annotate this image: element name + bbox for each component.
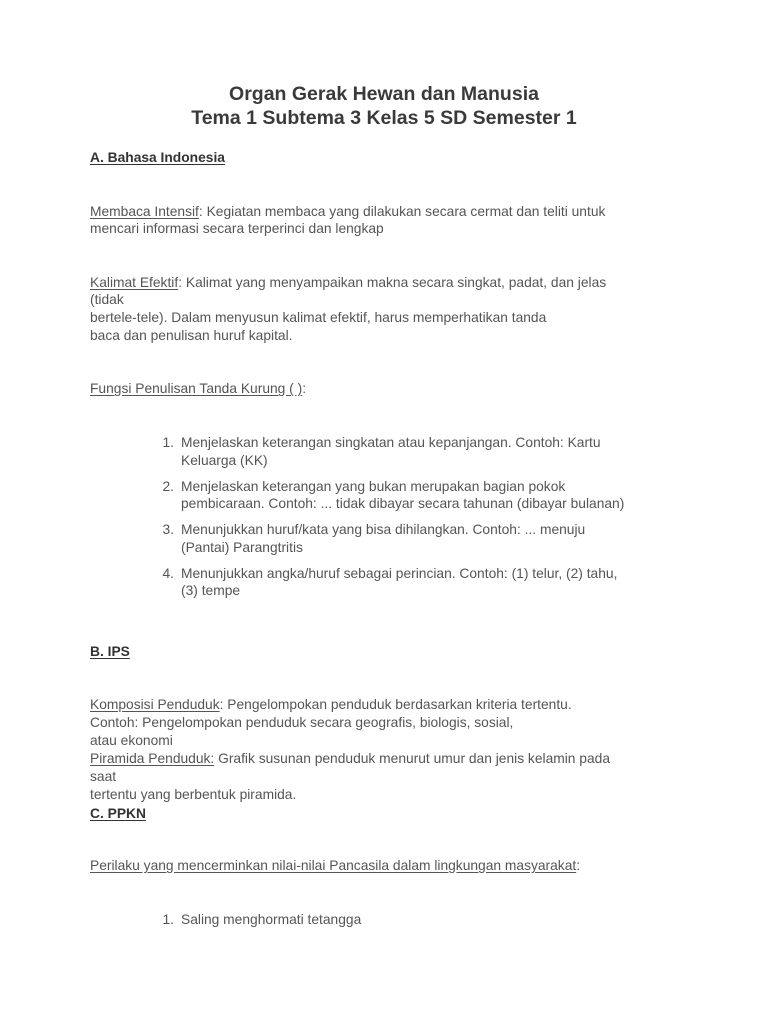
kalimat-efektif-line1 [90, 274, 606, 292]
perilaku-pancasila-heading [90, 857, 580, 875]
fungsi-tanda-kurung-heading [90, 380, 306, 398]
section-c-heading: C. PPKN [90, 806, 146, 821]
fungsi-item-3-line1: Menunjukkan huruf/kata yang bisa dihilangkan. Contoh: ... menuju [181, 522, 586, 537]
komposisi-penduduk-term: Komposisi Penduduk [90, 697, 220, 712]
piramida-penduduk-line3: tertentu yang berbentuk piramida. [90, 787, 297, 802]
fungsi-tanda-kurung-sep: : [302, 381, 307, 396]
fungsi-item-3-line2: (Pantai) Parangtritis [181, 540, 303, 555]
membaca-intensif-line1 [90, 203, 605, 221]
piramida-penduduk-term: Piramida Penduduk: [90, 751, 215, 766]
fungsi-item-1-number: 1. [162, 435, 174, 450]
fungsi-item-4-number: 4. [162, 566, 174, 581]
piramida-penduduk-line1 [90, 750, 610, 768]
piramida-penduduk-line2: saat [90, 769, 117, 784]
komposisi-penduduk-sep: : [219, 697, 224, 712]
fungsi-item-1-line1: Menjelaskan keterangan singkatan atau kepanjangan. Contoh: Kartu [181, 435, 601, 450]
fungsi-item-3-number: 3. [162, 522, 174, 537]
fungsi-item-2-line2: pembicaraan. Contoh: ... tidak dibayar secara tahunan (dibayar bulanan) [181, 496, 625, 511]
kalimat-efektif-sep: : [178, 275, 183, 290]
piramida-penduduk-text1: Grafik susunan penduduk menurut umur dan jenis kelamin pada [214, 751, 610, 766]
section-a-heading: A. Bahasa Indonesia [90, 150, 225, 165]
section-b-heading: B. IPS [90, 644, 130, 659]
fungsi-item-2-line1: Menjelaskan keterangan yang bukan merupakan bagian pokok [181, 479, 566, 494]
komposisi-penduduk-line2: Contoh: Pengelompokan penduduk secara geografis, biologis, sosial, [90, 715, 514, 730]
fungsi-item-2-number: 2. [162, 479, 174, 494]
membaca-intensif-line2: mencari informasi secara terperinci dan lengkap [90, 221, 384, 236]
komposisi-penduduk-line3: atau ekonomi [90, 733, 173, 748]
kalimat-efektif-line2: (tidak [90, 292, 124, 307]
membaca-intensif-sep: : [198, 204, 203, 219]
membaca-intensif-text1: Kegiatan membaca yang dilakukan secara cermat dan teliti untuk [202, 204, 606, 219]
komposisi-penduduk-text1: Pengelompokan penduduk berdasarkan kriteria tertentu. [223, 697, 572, 712]
perilaku-item-1-number: 1. [162, 912, 174, 927]
document-title-line2: Tema 1 Subtema 3 Kelas 5 SD Semester 1 [191, 107, 577, 129]
perilaku-item-1-line1: Saling menghormati tetangga [181, 912, 362, 927]
kalimat-efektif-term: Kalimat Efektif [90, 275, 179, 290]
fungsi-item-4-line2: (3) tempe [181, 583, 241, 598]
fungsi-tanda-kurung-term: Fungsi Penulisan Tanda Kurung ( ) [90, 381, 303, 396]
kalimat-efektif-text1: Kalimat yang menyampaikan makna secara singkat, padat, dan jelas [182, 275, 607, 290]
perilaku-pancasila-term: Perilaku yang mencerminkan nilai-nilai Pancasila dalam lingkungan masyarakat [90, 858, 577, 873]
kalimat-efektif-line4: baca dan penulisan huruf kapital. [90, 328, 293, 343]
kalimat-efektif-line3: bertele-tele). Dalam menyusun kalimat efektif, harus memperhatikan tanda [90, 310, 547, 325]
membaca-intensif-term: Membaca Intensif [90, 204, 199, 219]
fungsi-item-4-line1: Menunjukkan angka/huruf sebagai perincian. Contoh: (1) telur, (2) tahu, [181, 566, 618, 581]
fungsi-item-1-line2: Keluarga (KK) [181, 453, 268, 468]
komposisi-penduduk-line1 [90, 696, 572, 714]
perilaku-pancasila-sep: : [576, 858, 581, 873]
document-title-line1: Organ Gerak Hewan dan Manusia [229, 83, 539, 105]
